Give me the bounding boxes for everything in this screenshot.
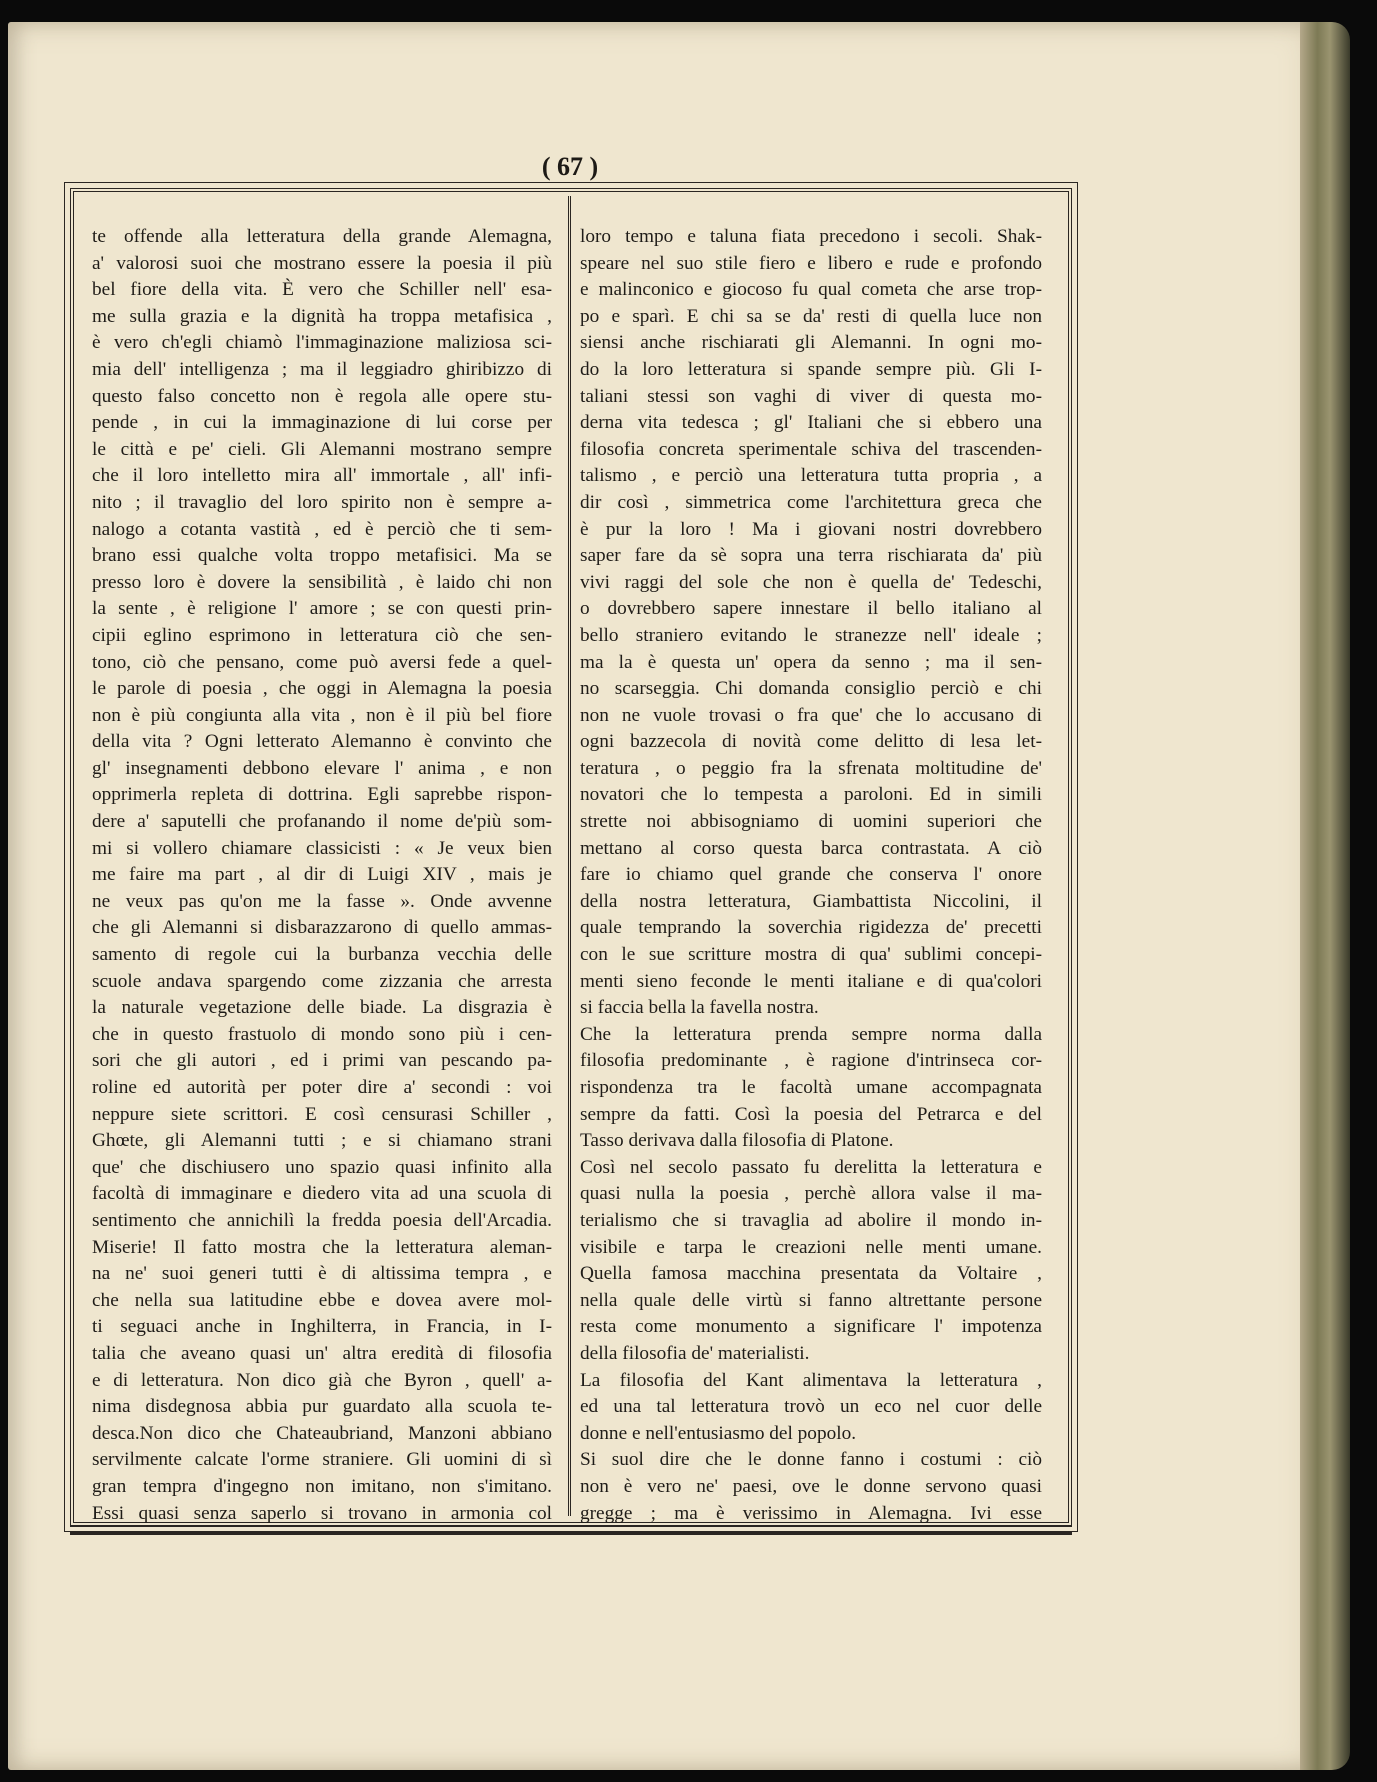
left-column-line: ti seguaci anche in Inghilterra, in Francia, in I- xyxy=(92,1316,552,1338)
page-edge xyxy=(1300,22,1350,1770)
left-column-line: a' valorosi suoi che mostrano essere la poesia il più xyxy=(92,252,552,274)
right-column-line: filosofia concreta sperimentale schiva del trascenden- xyxy=(580,438,1042,460)
bottom-rule xyxy=(70,1526,1072,1527)
right-column-line: menti sieno feconde le menti italiane e di qua'colori xyxy=(580,970,1042,992)
right-column-line: non è vero ne' paesi, ove le donne servono quasi xyxy=(580,1475,1042,1497)
right-column-line: taliani stessi son vaghi di viver di questa mo- xyxy=(580,385,1042,407)
right-column-line: della nostra letteratura, Giambattista Niccolini, il xyxy=(580,890,1042,912)
left-column-line: che gli Alemanni si disbarazzarono di quello ammas- xyxy=(92,917,552,939)
left-column-line: che nella sua latitudine ebbe e dovea avere mol- xyxy=(92,1289,552,1311)
left-column-line: Essi quasi senza saperlo si trovano in armonia col xyxy=(92,1502,552,1524)
right-column-line: con le sue scritture mostra di qua' sublimi concepi- xyxy=(580,944,1042,966)
right-column-line: è pur la loro ! Ma i giovani nostri dovrebbero xyxy=(580,518,1042,540)
page-number: ( 67 ) xyxy=(541,152,599,181)
left-column-line: scuole andava spargendo come zizzania che arresta xyxy=(92,970,552,992)
right-column-line: terialismo che si travaglia ad abolire il mondo in- xyxy=(580,1209,1042,1231)
left-column-line: que' che dischiusero uno spazio quasi infinito alla xyxy=(92,1156,552,1178)
right-column-line: sempre da fatti. Così la poesia del Petrarca e del xyxy=(580,1103,1042,1125)
right-column-line: resta come monumento a significare l' impotenza xyxy=(580,1316,1042,1338)
left-column-line: questo falso concetto non è regola alle opere stu- xyxy=(92,385,552,407)
right-column-line: po e sparì. E chi sa se da' resti di quella luce non xyxy=(580,305,1042,327)
right-column-line: filosofia predominante , è ragione d'intrinseca cor- xyxy=(580,1050,1042,1072)
left-column-line: neppure siete scrittori. E così censurasi Schiller , xyxy=(92,1103,552,1125)
bottom-rule-thick xyxy=(70,1532,1072,1535)
left-column-line: gl' insegnamenti debbono elevare l' anima , e non xyxy=(92,757,552,779)
left-column-line: talia che aveano quasi un' altra eredità di filosofia xyxy=(92,1342,552,1364)
left-column-line: gran tempra d'ingegno non imitano, non s'imitano. xyxy=(92,1475,552,1497)
right-column-line: Così nel secolo passato fu derelitta la letteratura e xyxy=(580,1156,1042,1178)
right-column-line: Quella famosa macchina presentata da Voltaire , xyxy=(580,1263,1042,1285)
right-column-line: Che la letteratura prenda sempre norma dalla xyxy=(580,1023,1042,1045)
right-column-line: dir così , simmetrica come l'architettura greca che xyxy=(580,491,1042,513)
right-column-line: ogni bazzecola di novità come delitto di lesa let- xyxy=(580,731,1042,753)
left-column-line: me faire ma part , al dir di Luigi XIV , mais je xyxy=(92,864,552,886)
right-column-line: strette noi abbisogniamo di uomini superiori che xyxy=(580,811,1042,833)
column-divider xyxy=(568,196,571,1516)
left-column-line: opprimerla repleta di dottrina. Egli saprebbe rispon- xyxy=(92,784,552,806)
right-column-line: Si suol dire che le donne fanno i costumi : ciò xyxy=(580,1449,1042,1471)
right-column-line: derna vita tedesca ; gl' Italiani che si ebbero una xyxy=(580,412,1042,434)
left-column-line: le parole di poesia , che oggi in Alemagna la poesia xyxy=(92,678,552,700)
left-column xyxy=(92,224,552,1524)
right-column-line: teratura , o peggio fra la sfrenata moltitudine de' xyxy=(580,757,1042,779)
left-column-line: nalogo a cotanta vastità , ed è perciò che ti sem- xyxy=(92,518,552,540)
right-column-line: della filosofia de' materialisti. xyxy=(580,1342,810,1364)
left-column-line: brano essi qualche volta troppo metafisici. Ma se xyxy=(92,545,552,567)
left-column-line: Ghœte, gli Alemanni tutti ; e si chiamano strani xyxy=(92,1130,552,1152)
right-column-line: gregge ; ma è verissimo in Alemagna. Ivi esse xyxy=(580,1502,1042,1524)
left-column-line: pende , in cui la immaginazione di lui corse per xyxy=(92,412,552,434)
left-column-line: la sente , è religione l' amore ; se con questi prin- xyxy=(92,598,552,620)
left-column-line: te offende alla letteratura della grande Alemagna, xyxy=(92,226,552,247)
right-column-line: bello straniero evitando le stranezze nell' ideale ; xyxy=(580,624,1042,646)
left-column-line: cipii eglino esprimono in letteratura ciò che sen- xyxy=(92,624,552,646)
left-column-line: na ne' suoi generi tutti è di altissima tempra , e xyxy=(92,1263,552,1285)
left-column-line: sori che gli autori , ed i primi van pescando pa- xyxy=(92,1050,552,1072)
left-column-line: tono, ciò che pensano, come può aversi fede a quel- xyxy=(92,651,552,673)
right-column-line: vivi raggi del sole che non è quella de' Tedeschi, xyxy=(580,571,1042,593)
right-column-line: talismo , e perciò una letteratura tutta propria , a xyxy=(580,465,1042,487)
left-column-line: le città e pe' cieli. Gli Alemanni mostrano sempre xyxy=(92,438,552,460)
right-column-line: loro tempo e taluna fiata precedono i secoli. Shak- xyxy=(580,226,1042,247)
right-column-line: speare nel suo stile fiero e libero e rude e profondo xyxy=(580,252,1042,274)
left-column-line: nima disdegnosa abbia pur guardato alla scuola te- xyxy=(92,1396,552,1418)
right-column-line: quale temprando la soverchia rigidezza de' precetti xyxy=(580,917,1042,939)
right-column-line: nella quale delle virtù si fanno altrettante persone xyxy=(580,1289,1042,1311)
right-column-line: La filosofia del Kant alimentava la letteratura , xyxy=(580,1369,1042,1391)
right-column-line: rispondenza tra le facoltà umane accompagnata xyxy=(580,1077,1042,1098)
left-column-line: sentimento che annichilì la fredda poesia dell'Arcadia. xyxy=(92,1209,552,1231)
left-column-line: desca.Non dico che Chateaubriand, Manzoni abbiano xyxy=(92,1422,552,1444)
right-column-line: non ne vuole trovasi o fra que' che lo accusano di xyxy=(580,704,1042,726)
right-column-line: Tasso derivava dalla filosofia di Platone. xyxy=(580,1130,894,1152)
right-column-line: saper fare da sè sopra una terra rischiarata da' più xyxy=(580,545,1042,567)
left-column-line: roline ed autorità per poter dire a' secondi : voi xyxy=(92,1077,552,1098)
left-column-line: della vita ? Ogni letterato Alemanno è convinto che xyxy=(92,731,552,753)
right-column-line: ed una tal letteratura trovò un eco nel cuor delle xyxy=(580,1396,1042,1418)
left-column-line: dere a' saputelli che profanando il nome de'più som- xyxy=(92,811,552,833)
left-column-line: servilmente calcate l'orme straniere. Gli uomini di sì xyxy=(92,1449,552,1471)
right-column-line: donne e nell'entusiasmo del popolo. xyxy=(580,1422,857,1444)
left-column-line: è vero ch'egli chiamò l'immaginazione maliziosa sci- xyxy=(92,332,552,354)
right-column-line: si faccia bella la favella nostra. xyxy=(580,997,819,1019)
right-column-line: no scarseggia. Chi domanda consiglio perciò e chi xyxy=(580,678,1042,700)
right-column-line: e malinconico e giocoso fu qual cometa che arse trop- xyxy=(580,279,1042,301)
right-column-line: fare io chiamo quel grande che conserva l' onore xyxy=(580,864,1042,886)
left-column-line: me sulla grazia e la dignità ha troppa metafisica , xyxy=(92,305,552,327)
left-column-line: che il loro intelletto mira all' immortale , all' infi- xyxy=(92,465,552,487)
right-column-line: o dovrebbero sapere innestare il bello italiano al xyxy=(580,598,1042,620)
left-column-line: e di letteratura. Non dico già che Byron , quell' a- xyxy=(92,1369,552,1391)
left-column-line: ne veux pas qu'on me la fasse ». Onde avvenne xyxy=(92,890,552,912)
right-column-line: visibile e tarpa le creazioni nelle menti umane. xyxy=(580,1236,1042,1258)
left-column-line: mia dell' intelligenza ; ma il leggiadro ghiribizzo di xyxy=(92,358,552,380)
right-column xyxy=(580,224,1042,1524)
right-column-line: ma la è questa un' opera da senno ; ma il sen- xyxy=(580,651,1042,673)
left-column-line: Miserie! Il fatto mostra che la letteratura aleman- xyxy=(92,1236,552,1258)
left-column-line: samento di regole cui la burbanza vecchia delle xyxy=(92,944,552,966)
right-column-line: do la loro letteratura si spande sempre più. Gli I- xyxy=(580,358,1042,380)
right-column-line: quasi nulla la poesia , perchè allora valse il ma- xyxy=(580,1183,1042,1205)
left-column-line: mi si vollero chiamare classicisti : « Je veux bien xyxy=(92,837,552,859)
right-column-line: siensi anche rischiarati gli Alemanni. In ogni mo- xyxy=(580,332,1042,354)
right-column-line: novatori che lo tempesta a paroloni. Ed in simili xyxy=(580,784,1042,806)
left-column-line: che in questo frastuolo di mondo sono più i cen- xyxy=(92,1023,552,1045)
left-column-line: bel fiore della vita. È vero che Schiller nell' esa- xyxy=(92,279,552,301)
left-column-line: non è più congiunta alla vita , non è il più bel fiore xyxy=(92,704,552,726)
left-column-line: facoltà di immaginare e diedero vita ad una scuola di xyxy=(92,1183,552,1205)
left-column-line: nito ; il travaglio del loro spirito non è sempre a- xyxy=(92,491,552,513)
right-column-line: mettano al corso questa barca contrastata. A ciò xyxy=(580,837,1042,859)
left-column-line: la naturale vegetazione delle biade. La disgrazia è xyxy=(92,997,552,1019)
left-column-line: presso loro è dovere la sensibilità , è laido chi non xyxy=(92,571,552,593)
